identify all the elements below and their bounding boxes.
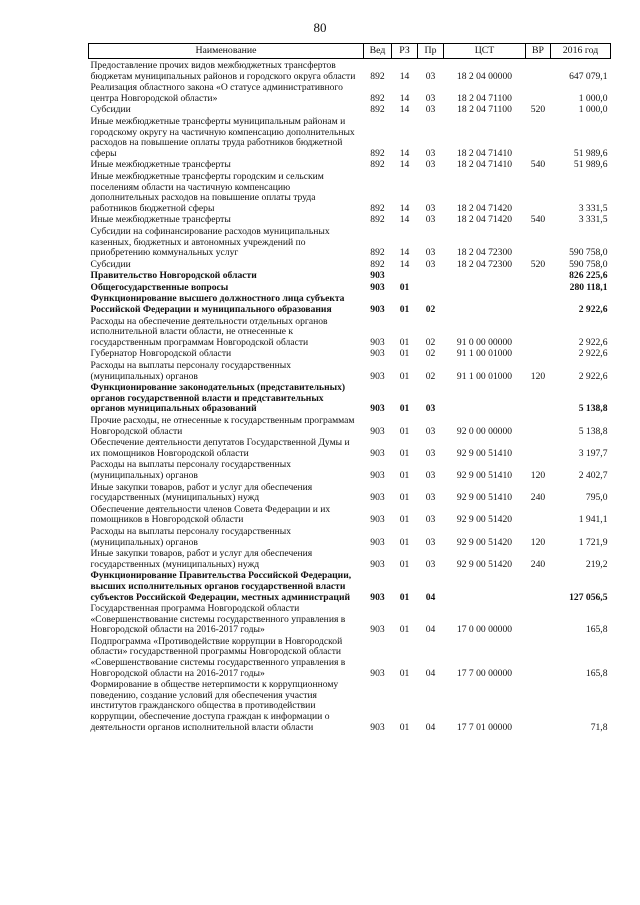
row-vr: 540 [530, 215, 546, 226]
row-amount: 71,8 [590, 721, 608, 733]
row-amount: 2 922,6 [578, 370, 608, 382]
row-vr: 240 [530, 492, 546, 504]
row-cst [444, 294, 526, 316]
row-amount: 51 989,6 [573, 147, 608, 159]
row-ved: 903 [370, 624, 385, 636]
table-row [89, 83, 611, 105]
row-name: Иные межбюджетные трансферты [90, 215, 231, 226]
row-rz: 01 [399, 447, 410, 459]
row-pr: 04 [425, 591, 436, 603]
row-rz: 01 [399, 349, 410, 360]
row-pr: 03 [425, 202, 436, 214]
row-name: Формирование в обществе нетерпимости к коррупционному поведению, создание условий для обеспечения участия институтов гражданского общества в противодействии коррупции, обеспечение доступа граждан к информации о деятельности органов исполнительной власти области [90, 680, 339, 733]
row-ved: 903 [370, 425, 385, 437]
table-row [89, 172, 611, 215]
row-pr: 03 [425, 425, 436, 437]
row-vr: 520 [530, 105, 546, 116]
row-cst [444, 271, 526, 283]
row-name: Правительство Новгородской области [90, 271, 257, 282]
row-cst [444, 383, 526, 416]
row-name: Иные межбюджетные трансферты городским и сельским поселениям области на частичную компенсацию дополнительных расходов на повышение оплаты труда работников бюджетной сферы [90, 171, 324, 214]
row-vr [526, 571, 551, 604]
row-amount: 127 056,5 [569, 591, 608, 603]
row-name: Государственная программа Новгородской области «Совершенствование системы государственного управления в Новгородской области на 2016-2017 годы» [90, 604, 346, 636]
row-rz: 01 [399, 370, 410, 382]
table-body [89, 59, 611, 735]
row-cst [444, 571, 526, 604]
table-row [89, 438, 611, 460]
row-cst: 18 2 04 71410 [456, 160, 513, 171]
row-ved: 892 [370, 259, 385, 270]
row-ved: 892 [370, 92, 385, 104]
row-rz: 01 [399, 336, 410, 348]
row-pr: 03 [425, 160, 436, 171]
row-vr: 120 [530, 536, 546, 548]
row-cst: 18 2 04 72300 [456, 259, 513, 270]
table-row [89, 349, 611, 361]
header-ved: Вед [364, 44, 392, 59]
row-vr: 520 [530, 259, 546, 270]
row-cst: 92 9 00 51420 [456, 536, 513, 548]
row-rz: 01 [399, 721, 410, 733]
table-row [89, 571, 611, 604]
row-rz: 01 [399, 425, 410, 437]
row-cst: 18 2 04 71100 [457, 92, 512, 104]
row-vr: 120 [530, 469, 546, 481]
row-pr: 03 [425, 536, 436, 548]
row-ved: 892 [370, 160, 385, 171]
row-vr [526, 637, 551, 680]
row-vr [526, 83, 551, 105]
row-vr [526, 505, 551, 527]
row-ved: 903 [370, 349, 385, 360]
row-cst: 92 0 00 00000 [456, 425, 513, 437]
row-ved: 903 [370, 304, 385, 316]
row-rz: 14 [399, 105, 410, 116]
row-amount: 5 138,8 [578, 425, 608, 437]
row-ved: 892 [370, 202, 385, 214]
table-row [89, 215, 611, 227]
row-cst: 92 9 00 51410 [456, 492, 513, 504]
row-name: Предоставление прочих видов межбюджетных трансфертов бюджетам муниципальных районов и городского округа области [90, 60, 356, 82]
budget-table [88, 43, 611, 734]
row-ved: 903 [370, 469, 385, 481]
row-name: Расходы на выплаты персоналу государственных (муниципальных) органов [90, 526, 292, 548]
row-ved: 903 [370, 514, 385, 526]
row-amount: 590 758,0 [569, 247, 608, 259]
row-rz: 14 [399, 259, 410, 270]
row-vr [526, 317, 551, 350]
row-amount: 3 197,7 [578, 447, 608, 459]
table-row [89, 283, 611, 295]
row-pr [418, 271, 444, 283]
row-name: Иные межбюджетные трансферты муниципальным районам и городскому округу на частичную компенсацию дополнительных расходов на повышение оплаты труда работников бюджетной сферы [90, 116, 355, 159]
row-vr: 540 [530, 160, 546, 171]
row-vr [526, 283, 551, 295]
row-vr [526, 604, 551, 637]
row-amount: 2 402,7 [578, 469, 608, 481]
row-ved: 903 [370, 558, 385, 570]
row-rz [392, 271, 418, 283]
row-rz: 01 [399, 492, 410, 504]
row-amount: 165,8 [585, 667, 608, 679]
table-row [89, 416, 611, 438]
row-name: Иные межбюджетные трансферты [90, 160, 231, 171]
row-rz: 01 [399, 304, 410, 316]
table-row [89, 483, 611, 505]
row-rz: 14 [399, 202, 410, 214]
table-row [89, 527, 611, 549]
row-ved: 892 [370, 105, 385, 116]
row-ved: 892 [370, 247, 385, 259]
row-amount: 795,0 [585, 492, 608, 504]
header-rz: РЗ [392, 44, 418, 59]
row-vr [526, 680, 551, 734]
page-number: 80 [313, 20, 327, 35]
row-amount: 1 000,0 [578, 92, 608, 104]
row-name: Функционирование законодательных (представительных) органов государственной власти и представительных органов муниципальных образований [90, 383, 346, 415]
table-row [89, 59, 611, 84]
row-pr: 03 [425, 558, 436, 570]
table-row [89, 105, 611, 117]
row-ved: 903 [370, 447, 385, 459]
row-pr: 03 [425, 403, 436, 415]
row-pr: 03 [425, 447, 436, 459]
row-vr: 120 [530, 370, 546, 382]
row-cst: 18 2 04 71410 [456, 147, 513, 159]
row-name: Иные закупки товаров, работ и услуг для обеспечения государственных (муниципальных) нужд [90, 549, 313, 570]
row-pr: 02 [425, 370, 436, 382]
row-cst: 91 1 00 01000 [456, 349, 513, 360]
row-pr: 02 [425, 349, 436, 360]
table-header [89, 44, 611, 59]
row-ved: 903 [370, 591, 385, 603]
row-vr: 240 [530, 558, 546, 570]
row-name: Обеспечение деятельности депутатов Государственной Думы и их помощников Новгородской области [90, 438, 350, 459]
row-cst: 18 2 04 72300 [456, 247, 513, 259]
table-row [89, 460, 611, 482]
row-cst: 92 9 00 51420 [456, 514, 513, 526]
row-amount: 2 922,6 [578, 304, 608, 316]
row-name: Расходы на выплаты персоналу государственных (муниципальных) органов [90, 460, 292, 481]
row-pr: 03 [425, 147, 436, 159]
row-name: Расходы на обеспечение деятельности отдельных органов исполнительной власти области, не отнесенные к государственным программам Новгородской области [90, 316, 328, 348]
row-name: Прочие расходы, не отнесенные к государственным программам Новгородской области [90, 416, 355, 437]
row-vr [526, 349, 551, 361]
row-pr: 03 [425, 469, 436, 481]
header-year: 2016 год [551, 44, 611, 59]
row-cst: 92 9 00 51410 [456, 469, 513, 481]
row-ved: 892 [370, 70, 385, 82]
table-row [89, 227, 611, 260]
table-row [89, 604, 611, 637]
row-name: Функционирование высшего должностного лица субъекта Российской Федерации и муниципального образования [90, 294, 345, 316]
row-vr [526, 117, 551, 160]
header-vr: ВР [526, 44, 551, 59]
row-pr [418, 283, 444, 295]
row-rz: 01 [399, 514, 410, 526]
row-rz: 01 [399, 536, 410, 548]
table-row [89, 549, 611, 571]
row-vr [526, 383, 551, 416]
row-amount: 647 079,1 [569, 70, 608, 82]
row-pr: 03 [425, 247, 436, 259]
row-amount: 826 225,6 [569, 271, 608, 282]
row-pr: 03 [425, 514, 436, 526]
row-pr: 04 [425, 667, 436, 679]
header-name: Наименование [89, 44, 364, 59]
row-vr [526, 227, 551, 260]
row-amount: 2 922,6 [578, 349, 608, 360]
row-rz: 01 [399, 667, 410, 679]
row-name: Функционирование Правительства Российской Федерации, высших исполнительных органов государственной власти субъектов Российской Федерации, местных администраций [90, 571, 352, 603]
row-pr: 03 [425, 92, 436, 104]
row-rz: 14 [399, 92, 410, 104]
table-row [89, 260, 611, 272]
row-amount: 1 721,9 [578, 536, 608, 548]
row-name: Субсидии [90, 105, 131, 116]
row-vr [526, 294, 551, 316]
row-cst: 18 2 04 71100 [457, 105, 512, 116]
row-name: Реализация областного закона «О статусе административного центра Новгородской области» [90, 83, 343, 104]
row-rz: 14 [399, 215, 410, 226]
row-vr [526, 416, 551, 438]
row-pr: 03 [425, 105, 436, 116]
table-row [89, 680, 611, 734]
row-pr: 03 [425, 492, 436, 504]
row-name: Общегосударственные вопросы [90, 282, 229, 293]
row-cst: 92 9 00 51420 [456, 558, 513, 570]
header-pr: Пр [418, 44, 444, 59]
row-amount: 165,8 [585, 624, 608, 636]
table-row [89, 383, 611, 416]
row-vr [526, 438, 551, 460]
row-cst: 91 1 00 01000 [456, 370, 513, 382]
row-rz: 14 [399, 147, 410, 159]
row-ved: 903 [370, 721, 385, 733]
row-ved: 903 [370, 271, 385, 282]
row-rz: 14 [399, 247, 410, 259]
row-cst: 17 7 01 00000 [456, 721, 513, 733]
row-vr [526, 271, 551, 283]
row-ved: 903 [370, 370, 385, 382]
row-rz: 01 [399, 624, 410, 636]
row-amount: 3 331,5 [578, 202, 608, 214]
row-name: Подпрограмма «Противодействие коррупции в Новгородской области» государственной программы Новгородской области «Совершенствование системы государственного управления в Новгородской области на 2016-2017 годы» [90, 636, 346, 679]
row-name: Губернатор Новгородской области [90, 349, 232, 360]
row-rz: 01 [399, 282, 410, 293]
table-row [89, 271, 611, 283]
row-pr: 02 [425, 336, 436, 348]
row-rz: 01 [399, 558, 410, 570]
row-vr [526, 172, 551, 215]
row-ved: 892 [370, 215, 385, 226]
row-amount: 280 118,1 [569, 282, 608, 293]
header-cst: ЦСТ [444, 44, 526, 59]
table-row [89, 294, 611, 316]
table-row [89, 160, 611, 172]
row-rz: 01 [399, 591, 410, 603]
row-cst [444, 283, 526, 295]
row-pr: 04 [425, 721, 436, 733]
row-cst: 91 0 00 00000 [456, 336, 513, 348]
row-cst: 18 2 04 00000 [456, 70, 513, 82]
row-vr [526, 59, 551, 84]
row-rz: 01 [399, 403, 410, 415]
row-pr: 03 [425, 215, 436, 226]
row-ved: 903 [370, 536, 385, 548]
row-name: Обеспечение деятельности членов Совета Федерации и их помощников в Новгородской области [90, 504, 331, 526]
row-amount: 219,2 [585, 558, 608, 570]
row-pr: 02 [425, 304, 436, 316]
row-amount: 2 922,6 [578, 336, 608, 348]
table-row [89, 637, 611, 680]
row-rz: 14 [399, 70, 410, 82]
row-rz: 14 [399, 160, 410, 171]
table-row [89, 317, 611, 350]
row-ved: 903 [370, 336, 385, 348]
row-cst: 18 2 04 71420 [456, 202, 513, 214]
row-pr: 03 [425, 259, 436, 270]
row-amount: 3 331,5 [578, 215, 608, 226]
row-amount: 590 758,0 [569, 259, 608, 270]
row-ved: 903 [370, 282, 385, 293]
table-row [89, 505, 611, 527]
row-ved: 903 [370, 492, 385, 504]
row-ved: 903 [370, 403, 385, 415]
row-name: Субсидии [90, 259, 131, 270]
row-name: Иные закупки товаров, работ и услуг для обеспечения государственных (муниципальных) нужд [90, 482, 313, 504]
row-amount: 1 941,1 [578, 514, 608, 526]
row-cst: 17 7 00 00000 [456, 667, 513, 679]
row-pr: 04 [425, 624, 436, 636]
row-name: Субсидии на софинансирование расходов муниципальных казенных, бюджетных и автономных учреждений по приобретению коммунальных услуг [90, 226, 330, 259]
row-ved: 903 [370, 667, 385, 679]
row-rz: 01 [399, 469, 410, 481]
row-amount: 51 989,6 [573, 160, 608, 171]
table-row [89, 361, 611, 383]
row-cst: 17 0 00 00000 [456, 624, 513, 636]
row-ved: 892 [370, 147, 385, 159]
row-name: Расходы на выплаты персоналу государственных (муниципальных) органов [90, 361, 292, 382]
row-cst: 92 9 00 51410 [456, 447, 513, 459]
table-row [89, 117, 611, 160]
row-amount: 5 138,8 [578, 403, 608, 415]
row-pr: 03 [425, 70, 436, 82]
row-amount: 1 000,0 [578, 105, 608, 116]
row-cst: 18 2 04 71420 [456, 215, 513, 226]
